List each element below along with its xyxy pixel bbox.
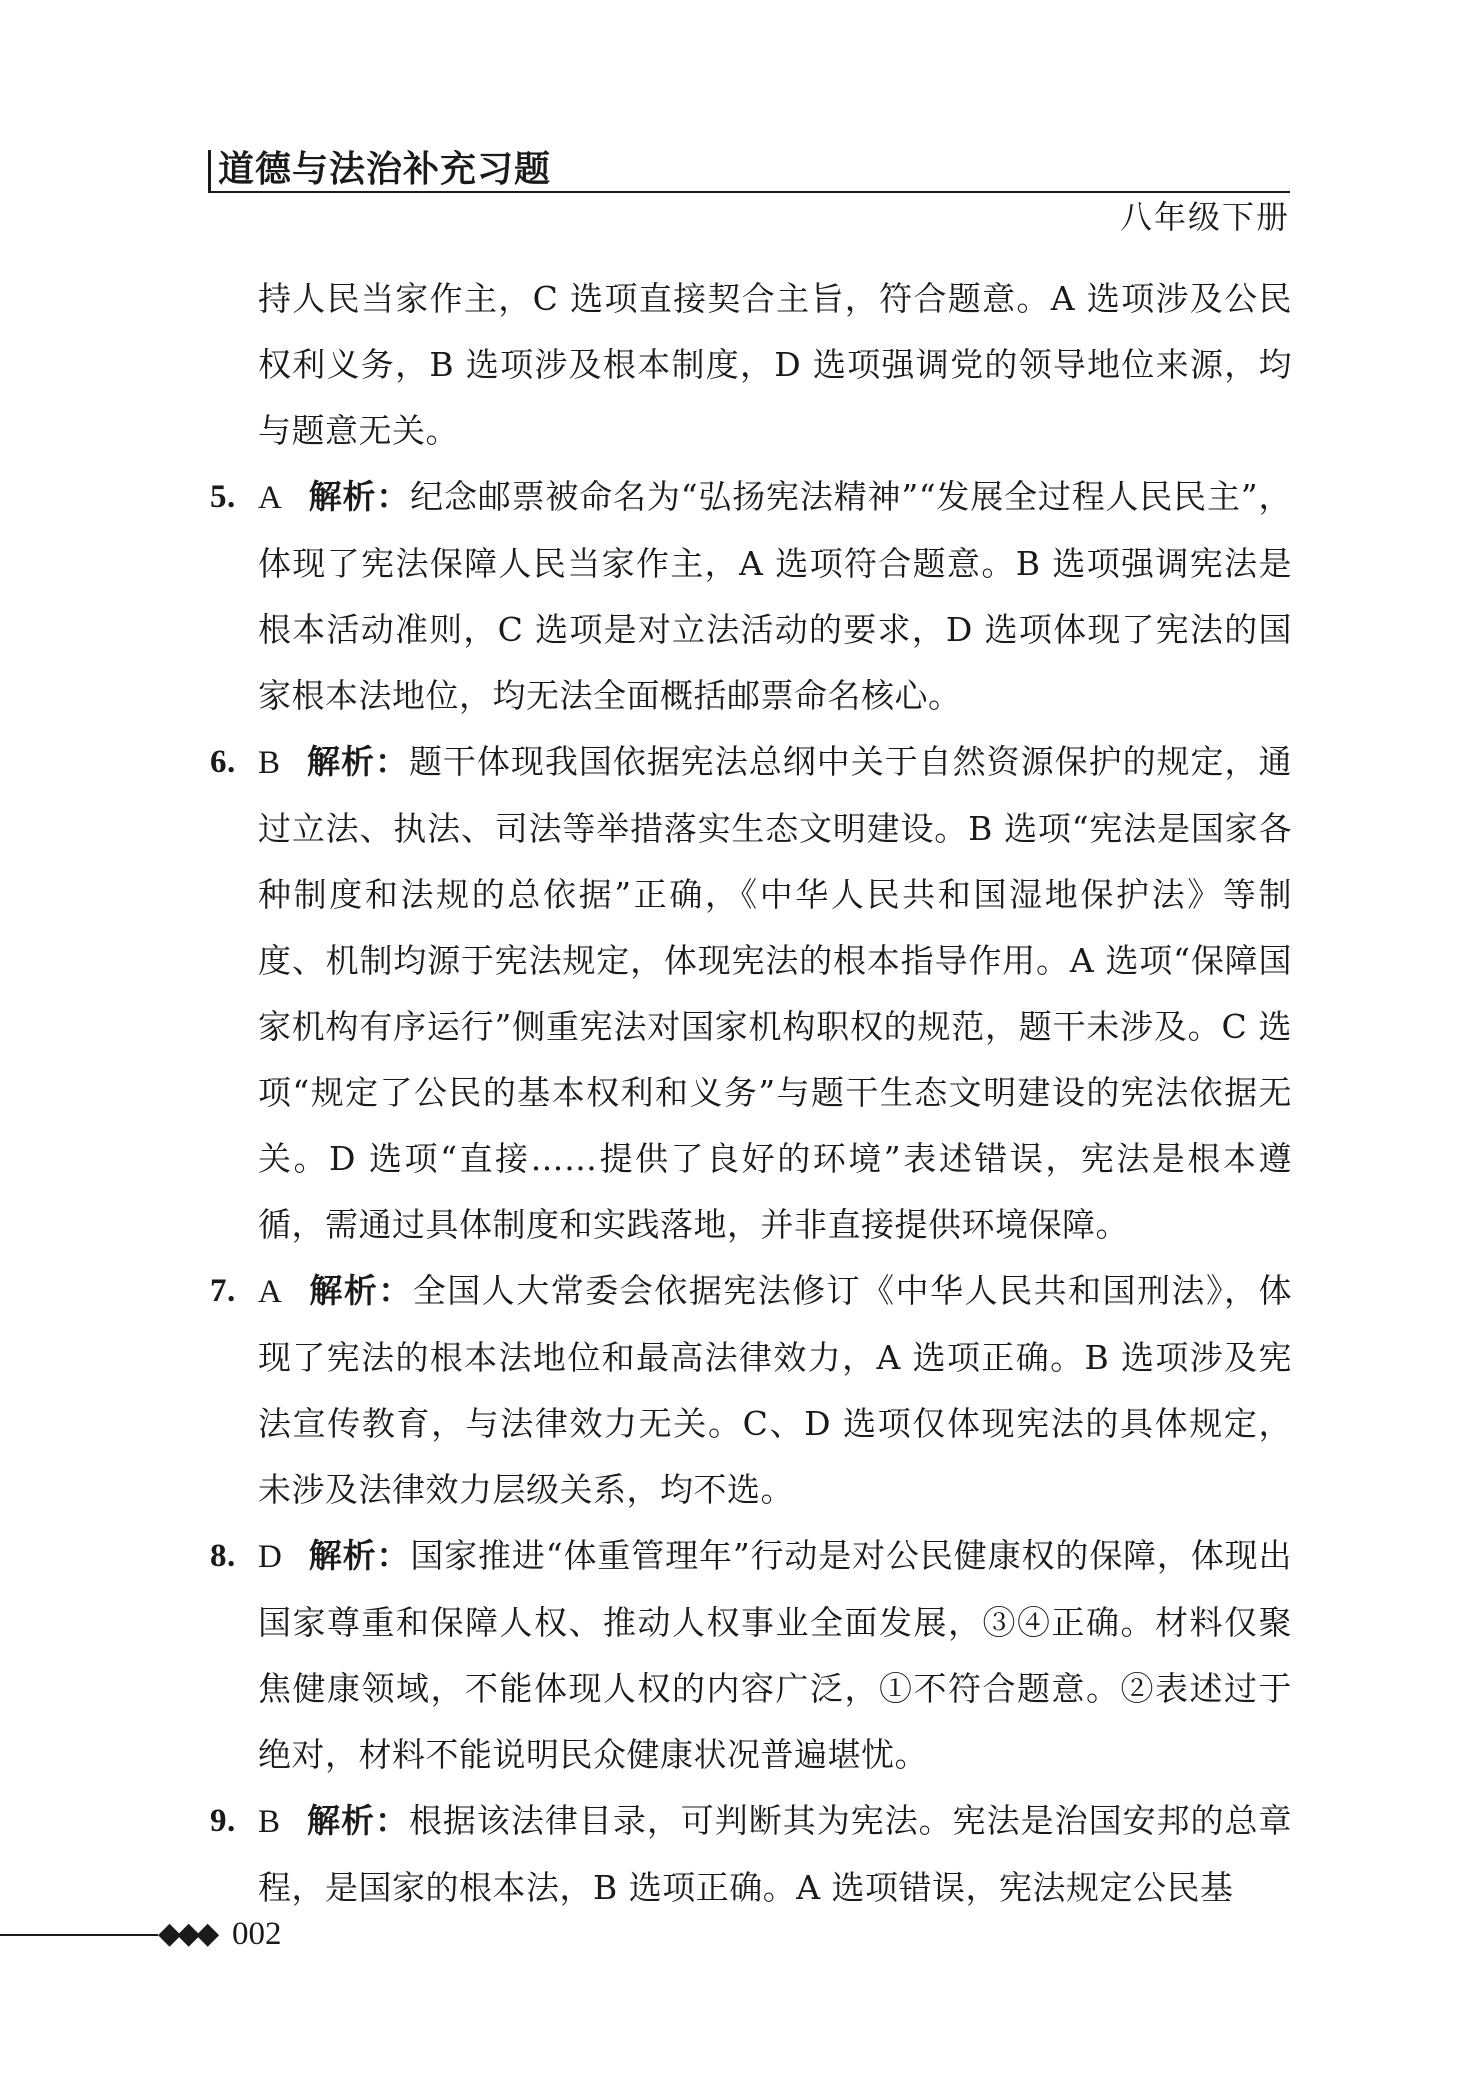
answer-item-9 bbox=[210, 1788, 1292, 1921]
analysis-label: 解析： bbox=[306, 1801, 409, 1840]
analysis-label: 解析： bbox=[306, 742, 409, 781]
analysis-text: 根据该法律目录，可判断其为宪法。宪法是治国安邦的总章程，是国家的根本法，B 选项正确。A 选项错误，宪法规定公民基 bbox=[258, 1801, 1293, 1907]
item-number: 9. bbox=[210, 1803, 236, 1839]
analysis-text: 全国人大常委会依据宪法修订《中华人民共和国刑法》，体现了宪法的根本法地位和最高法律效力，A 选项正确。B 选项涉及宪法宣传教育，与法律效力无关。C、D 选项仅体现宪法的具体规定，未涉及法律效力层级关系，均不选。 bbox=[258, 1271, 1293, 1509]
analysis-text: 纪念邮票被命名为“弘扬宪法精神”“发展全过程人民民主”，体现了宪法保障人民当家作主，A 选项符合题意。B 选项强调宪法是根本活动准则，C 选项是对立法活动的要求，D 选项体现了宪法的国家根本法地位，均无法全面概括邮票命名核心。 bbox=[258, 477, 1293, 715]
diamond-icon: ◆◆◆ bbox=[158, 1916, 216, 1951]
analysis-text: 题干体现我国依据宪法总纲中关于自然资源保护的规定，通过立法、执法、司法等举措落实生态文明建设。B 选项“宪法是国家各种制度和法规的总依据”正确，《中华人民共和国湿地保护法》等制度、机制均源于宪法规定，体现宪法的根本指导作用。A 选项“保障国家机构有序运行”侧重宪法对国家机构职权的规范，题干未涉及。C 选项“规定了公民的基本权利和义务”与题干生态文明建设的宪法依据无关。D 选项“直接……提供了良好的环境”表述错误，宪法是根本遵循，需通过具体制度和实践落地，并非直接提供环境保障。 bbox=[258, 742, 1293, 1244]
item-answer: D bbox=[258, 1539, 283, 1575]
footer-rule bbox=[0, 1934, 158, 1936]
item-answer: B bbox=[258, 1804, 281, 1840]
page-number: 002 bbox=[232, 1916, 282, 1952]
answer-item-8 bbox=[210, 1523, 1292, 1788]
answer-content bbox=[210, 266, 1292, 1921]
page-title: 道德与法治补充习题 bbox=[218, 149, 552, 190]
item-number: 6. bbox=[210, 744, 236, 780]
answer-item-7 bbox=[210, 1258, 1292, 1523]
title-accent-bar bbox=[208, 150, 211, 192]
item-number: 8. bbox=[210, 1538, 236, 1574]
continuation-paragraph bbox=[210, 266, 1292, 464]
item-number: 7. bbox=[210, 1273, 236, 1309]
item-answer: A bbox=[258, 480, 283, 516]
continuation-text: 持人民当家作主，C 选项直接契合主旨，符合题意。A 选项涉及公民权利义务，B 选项涉及根本制度，D 选项强调党的领导地位来源，均与题意无关。 bbox=[258, 279, 1292, 450]
analysis-label: 解析： bbox=[308, 1536, 411, 1575]
analysis-text: 国家推进“体重管理年”行动是对公民健康权的保障，体现出国家尊重和保障人权、推动人权事业全面发展，③④正确。材料仅聚焦健康领域，不能体现人权的内容广泛，①不符合题意。②表述过于绝对，材料不能说明民众健康状况普遍堪忧。 bbox=[258, 1536, 1293, 1774]
answer-item-6 bbox=[210, 729, 1292, 1258]
answer-item-5 bbox=[210, 464, 1292, 729]
item-answer: A bbox=[258, 1274, 283, 1310]
item-number: 5. bbox=[210, 479, 236, 515]
item-answer: B bbox=[258, 745, 281, 781]
grade-label: 八年级下册 bbox=[1119, 198, 1290, 236]
analysis-label: 解析： bbox=[308, 477, 411, 516]
header-divider bbox=[208, 191, 1290, 193]
analysis-label: 解析： bbox=[308, 1271, 413, 1310]
